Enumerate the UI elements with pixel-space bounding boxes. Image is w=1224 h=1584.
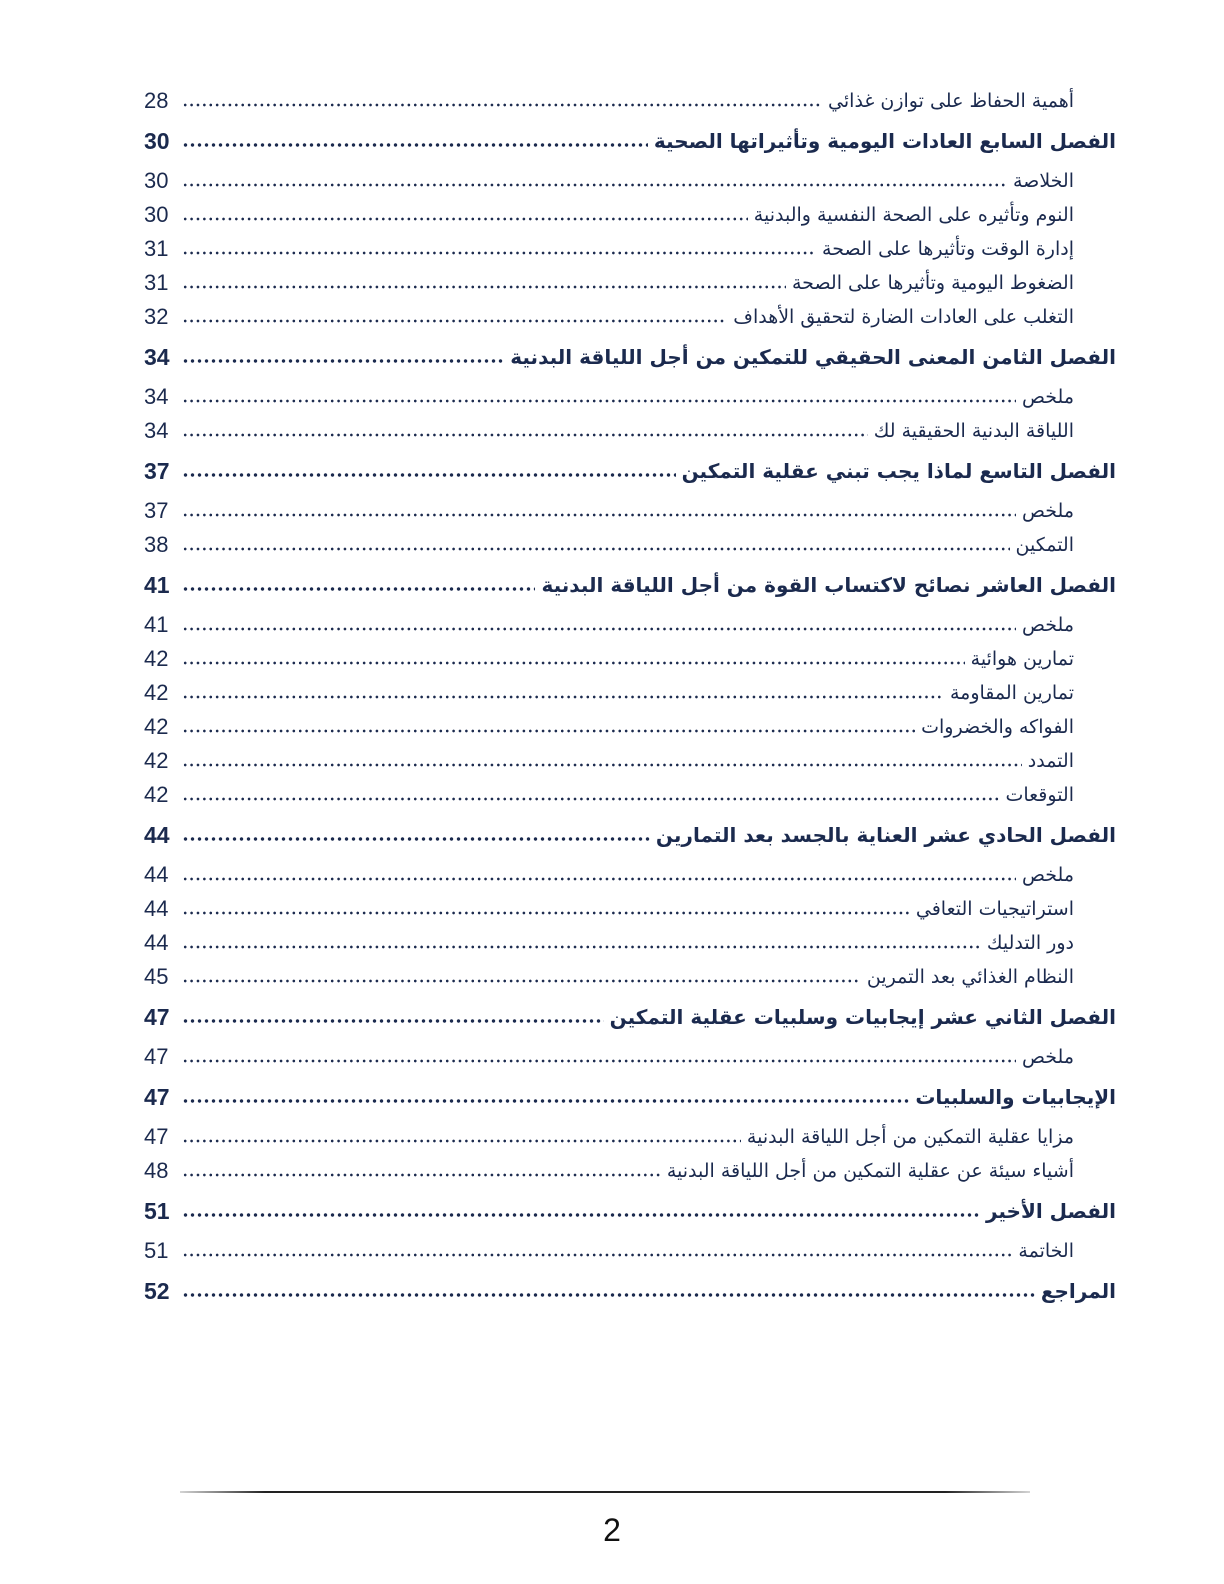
toc-entry-title: مزايا عقلية التمكين من أجل اللياقة البدنية <box>746 1126 1074 1148</box>
toc-page-number: 34 <box>144 384 169 409</box>
toc-entry-title: الخاتمة <box>1018 1240 1074 1262</box>
toc-page-number: 37 <box>144 498 169 523</box>
dot-leader <box>182 143 648 147</box>
toc-entry-row[interactable] <box>144 1154 1116 1188</box>
toc-page-number: 44 <box>144 821 170 848</box>
toc-entry-row[interactable] <box>144 300 1116 334</box>
toc-entry-row[interactable] <box>144 858 1116 892</box>
dot-leader <box>182 1019 604 1023</box>
toc-page-number: 47 <box>144 1124 169 1149</box>
dot-leader <box>182 729 915 733</box>
dot-leader <box>182 877 1016 881</box>
dot-leader <box>182 399 1016 403</box>
toc-entry-row[interactable] <box>144 528 1116 562</box>
toc-entry-row[interactable] <box>144 1040 1116 1074</box>
toc-entry-title: ملخص <box>1021 500 1074 522</box>
dot-leader <box>182 1099 909 1103</box>
toc-page-number: 31 <box>144 270 169 295</box>
toc-page-number: 34 <box>144 343 170 370</box>
dot-leader <box>182 627 1016 631</box>
toc-page-number: 48 <box>144 1158 169 1183</box>
toc-page-number: 42 <box>144 714 169 739</box>
toc-page-number: 45 <box>144 964 169 989</box>
toc-page-number: 47 <box>144 1044 169 1069</box>
toc-entry-row[interactable] <box>144 494 1116 528</box>
toc-page-number: 51 <box>144 1197 170 1224</box>
toc-page-number: 51 <box>144 1238 169 1263</box>
toc-page-number: 37 <box>144 457 170 484</box>
toc-page-number: 41 <box>144 612 169 637</box>
toc-chapter-title: المراجع <box>1040 1279 1116 1303</box>
toc-entry-title: ملخص <box>1021 864 1074 886</box>
toc-chapter-row[interactable] <box>144 812 1116 858</box>
toc-entry-row[interactable] <box>144 84 1116 118</box>
toc-entry-title: التمكين <box>1015 534 1074 556</box>
toc-page-number: 30 <box>144 168 169 193</box>
toc-entry-row[interactable] <box>144 710 1116 744</box>
toc-chapter-row[interactable] <box>144 1188 1116 1234</box>
toc-chapter-row[interactable] <box>144 1268 1116 1314</box>
toc-chapter-row[interactable] <box>144 994 1116 1040</box>
toc-page-number: 47 <box>144 1083 170 1110</box>
dot-leader <box>182 945 981 949</box>
dot-leader <box>182 1059 1016 1063</box>
page-number: 2 <box>603 1512 621 1548</box>
toc-entry-title: الفواكه والخضروات <box>921 716 1074 738</box>
toc-page-number: 28 <box>144 88 169 113</box>
toc-entry-title: التوقعات <box>1005 784 1074 806</box>
toc-entry-row[interactable] <box>144 198 1116 232</box>
toc-chapter-title: الفصل السابع العادات اليومية وتأثيراتها الصحية <box>653 129 1116 153</box>
dot-leader <box>182 837 650 841</box>
toc-entry-title: أشياء سيئة عن عقلية التمكين من أجل اللياقة البدنية <box>666 1160 1074 1182</box>
dot-leader <box>182 103 822 107</box>
toc-chapter-title: الفصل الحادي عشر العناية بالجسد بعد التمارين <box>655 823 1116 847</box>
toc-entry-row[interactable] <box>144 164 1116 198</box>
toc-entry-title: التمدد <box>1027 750 1074 772</box>
dot-leader <box>182 979 861 983</box>
toc-chapter-row[interactable] <box>144 1074 1116 1120</box>
toc-entry-title: الضغوط اليومية وتأثيرها على الصحة <box>792 272 1074 294</box>
dot-leader <box>182 433 868 437</box>
dot-leader <box>182 1253 1012 1257</box>
dot-leader <box>182 1173 661 1177</box>
toc-entry-title: دور التدليك <box>986 932 1074 954</box>
toc-chapter-title: الفصل الثامن المعنى الحقيقي للتمكين من أجل اللياقة البدنية <box>510 345 1116 369</box>
dot-leader <box>182 763 1022 767</box>
toc-entry-row[interactable] <box>144 414 1116 448</box>
dot-leader <box>182 797 999 801</box>
dot-leader <box>182 547 1010 551</box>
toc-entry-row[interactable] <box>144 778 1116 812</box>
dot-leader <box>182 217 748 221</box>
toc-page-number: 44 <box>144 896 169 921</box>
toc-entry-row[interactable] <box>144 744 1116 778</box>
toc-entry-title: اللياقة البدنية الحقيقية لك <box>873 420 1074 442</box>
dot-leader <box>182 473 676 477</box>
dot-leader <box>182 251 816 255</box>
toc-page-number: 44 <box>144 862 169 887</box>
toc-entry-row[interactable] <box>144 1234 1116 1268</box>
toc-page-number: 30 <box>144 127 170 154</box>
dot-leader <box>182 1293 1035 1297</box>
toc-entry-title: الخلاصة <box>1013 170 1074 192</box>
toc-page-number: 42 <box>144 680 169 705</box>
dot-leader <box>182 359 504 363</box>
toc-entry-title: النوم وتأثيره على الصحة النفسية والبدنية <box>753 204 1074 226</box>
toc-entry-title: النظام الغذائي بعد التمرين <box>866 966 1074 988</box>
toc-entry-title: التغلب على العادات الضارة لتحقيق الأهداف <box>733 306 1074 328</box>
toc-chapter-row[interactable] <box>144 118 1116 164</box>
toc-page-number: 30 <box>144 202 169 227</box>
dot-leader <box>182 695 944 699</box>
toc-chapter-title: الفصل العاشر نصائح لاكتساب القوة من أجل اللياقة البدنية <box>541 573 1116 597</box>
toc-chapter-row[interactable] <box>144 334 1116 380</box>
toc-entry-row[interactable] <box>144 642 1116 676</box>
toc-entry-title: ملخص <box>1021 614 1074 636</box>
dot-leader <box>182 911 910 915</box>
toc-page-number: 32 <box>144 304 169 329</box>
toc-page-number: 44 <box>144 930 169 955</box>
toc-chapter-title: الفصل الثاني عشر إيجابيات وسلبيات عقلية التمكين <box>609 1005 1116 1029</box>
toc-page-number: 52 <box>144 1277 170 1304</box>
dot-leader <box>182 285 786 289</box>
toc-entry-row[interactable] <box>144 960 1116 994</box>
toc-page-number: 31 <box>144 236 169 261</box>
toc-entry-row[interactable] <box>144 266 1116 300</box>
table-of-contents <box>144 84 1116 1314</box>
toc-entry-title: تمارين المقاومة <box>949 682 1074 704</box>
toc-chapter-title: الفصل التاسع لماذا يجب تبني عقلية التمكين <box>681 459 1116 483</box>
toc-entry-row[interactable] <box>144 676 1116 710</box>
dot-leader <box>182 319 727 323</box>
toc-chapter-row[interactable] <box>144 448 1116 494</box>
toc-entry-title: أهمية الحفاظ على توازن غذائي <box>828 90 1074 112</box>
toc-entry-title: ملخص <box>1021 1046 1074 1068</box>
dot-leader <box>182 183 1007 187</box>
toc-page-number: 47 <box>144 1003 170 1030</box>
dot-leader <box>182 1139 741 1143</box>
toc-entry-row[interactable] <box>144 380 1116 414</box>
toc-page-number: 41 <box>144 571 170 598</box>
dot-leader <box>182 661 965 665</box>
toc-entry-title: استراتيجيات التعافي <box>915 898 1074 920</box>
dot-leader <box>182 1213 980 1217</box>
toc-chapter-title: الفصل الأخير <box>985 1199 1116 1223</box>
toc-page-number: 34 <box>144 418 169 443</box>
toc-chapter-row[interactable] <box>144 562 1116 608</box>
toc-entry-row[interactable] <box>144 608 1116 642</box>
toc-entry-title: تمارين هوائية <box>970 648 1074 670</box>
toc-page-number: 42 <box>144 748 169 773</box>
toc-page-number: 42 <box>144 646 169 671</box>
toc-entry-title: ملخص <box>1021 386 1074 408</box>
toc-entry-row[interactable] <box>144 232 1116 266</box>
dot-leader <box>182 513 1016 517</box>
toc-entry-row[interactable] <box>144 892 1116 926</box>
toc-entry-row[interactable] <box>144 926 1116 960</box>
dot-leader <box>182 587 535 591</box>
toc-entry-title: إدارة الوقت وتأثيرها على الصحة <box>822 238 1074 260</box>
toc-chapter-title: الإيجابيات والسلبيات <box>915 1085 1116 1109</box>
toc-entry-row[interactable] <box>144 1120 1116 1154</box>
toc-page-number: 42 <box>144 782 169 807</box>
toc-page-number: 38 <box>144 532 169 557</box>
footer-divider <box>180 1491 1030 1493</box>
